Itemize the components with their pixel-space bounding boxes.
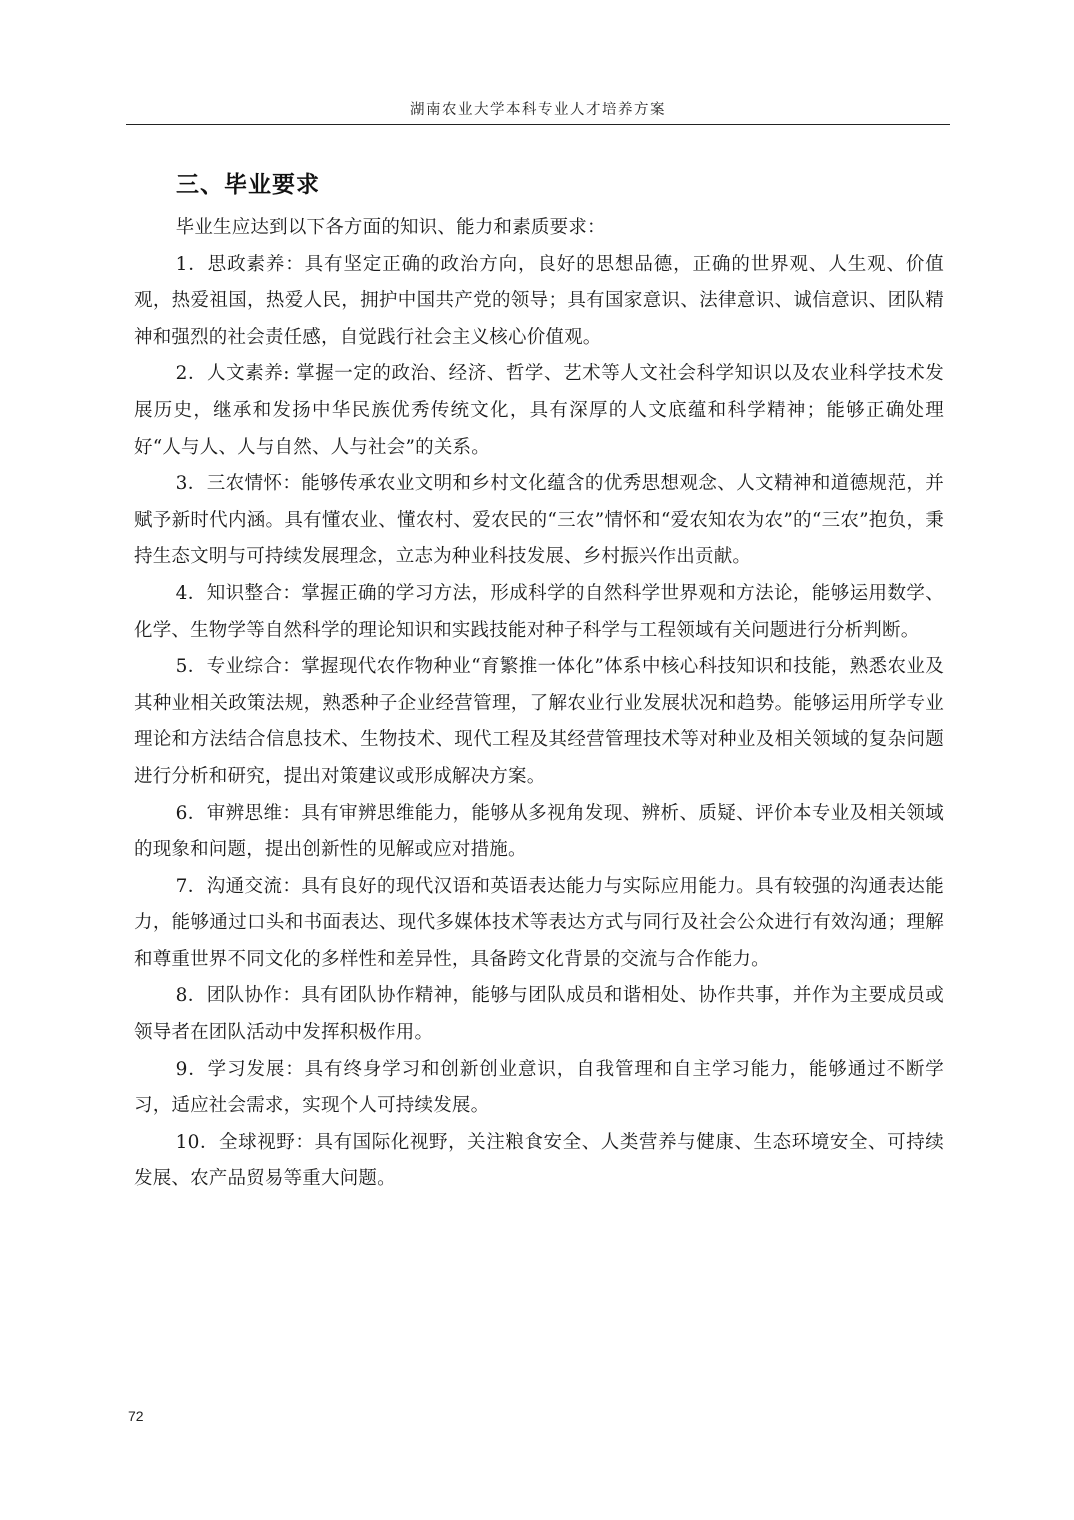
requirement-item-9: 9．学习发展：具有终身学习和创新创业意识，自我管理和自主学习能力，能够通过不断学习，适应社会需求，实现个人可持续发展。 [134,1058,944,1117]
requirement-item-4: 4．知识整合：掌握正确的学习方法，形成科学的自然科学世界观和方法论，能够运用数学、化学、生物学等自然科学的理论知识和实践技能对种子科学与工程领域有关问题进行分析判断。 [134,582,944,641]
requirement-item-5: 5．专业综合：掌握现代农作物种业“育繁推一体化”体系中核心科技知识和技能，熟悉农业及其种业相关政策法规，熟悉种子企业经营管理，了解农业行业发展状况和趋势。能够运用所学专业理论和方法结合信息技术、生物技术、现代工程及其经营管理技术等对种业及相关领域的复杂问题进行分析和研究，提出对策建议或形成解决方案。 [134,656,944,787]
running-header: 湖南农业大学本科专业人才培养方案 [410,102,666,118]
requirement-item-10: 10．全球视野：具有国际化视野，关注粮食安全、人类营养与健康、生态环境安全、可持续发展、农产品贸易等重大问题。 [134,1131,944,1190]
requirement-item-3: 3．三农情怀：能够传承农业文明和乡村文化蕴含的优秀思想观念、人文精神和道德规范，并赋予新时代内涵。具有懂农业、懂农村、爱农民的“三农”情怀和“爱农知农为农”的“三农”抱负，秉持生态文明与可持续发展理念，立志为种业科技发展、乡村振兴作出贡献。 [134,473,944,568]
requirement-item-8: 8．团队协作：具有团队协作精神，能够与团队成员和谐相处、协作共事，并作为主要成员或领导者在团队活动中发挥积极作用。 [134,985,944,1044]
page-number: 72 [128,1408,144,1424]
requirement-item-1: 1．思政素养：具有坚定正确的政治方向，良好的思想品德，正确的世界观、人生观、价值观，热爱祖国，热爱人民，拥护中国共产党的领导；具有国家意识、法律意识、诚信意识、团队精神和强烈的社会责任感，自觉践行社会主义核心价值观。 [134,253,944,348]
section-title: 三、毕业要求 [176,172,320,198]
requirement-item-2: 2．人文素养: 掌握一定的政治、经济、哲学、艺术等人文社会科学知识以及农业科学技术发展历史，继承和发扬中华民族优秀传统文化，具有深厚的人文底蕴和科学精神；能够正确处理好“人与人、人与自然、人与社会”的关系。 [134,363,944,458]
section-body [134,210,944,1198]
section-intro: 毕业生应达到以下各方面的知识、能力和素质要求： [175,217,606,238]
requirement-item-6: 6．审辨思维：具有审辨思维能力，能够从多视角发现、辨析、质疑、评价本专业及相关领域的现象和问题，提出创新性的见解或应对措施。 [134,802,944,861]
header-rule [126,124,950,125]
requirement-item-7: 7．沟通交流：具有良好的现代汉语和英语表达能力与实际应用能力。具有较强的沟通表达能力，能够通过口头和书面表达、现代多媒体技术等表达方式与同行及社会公众进行有效沟通；理解和尊重世界不同文化的多样性和差异性，具备跨文化背景的交流与合作能力。 [134,875,944,970]
